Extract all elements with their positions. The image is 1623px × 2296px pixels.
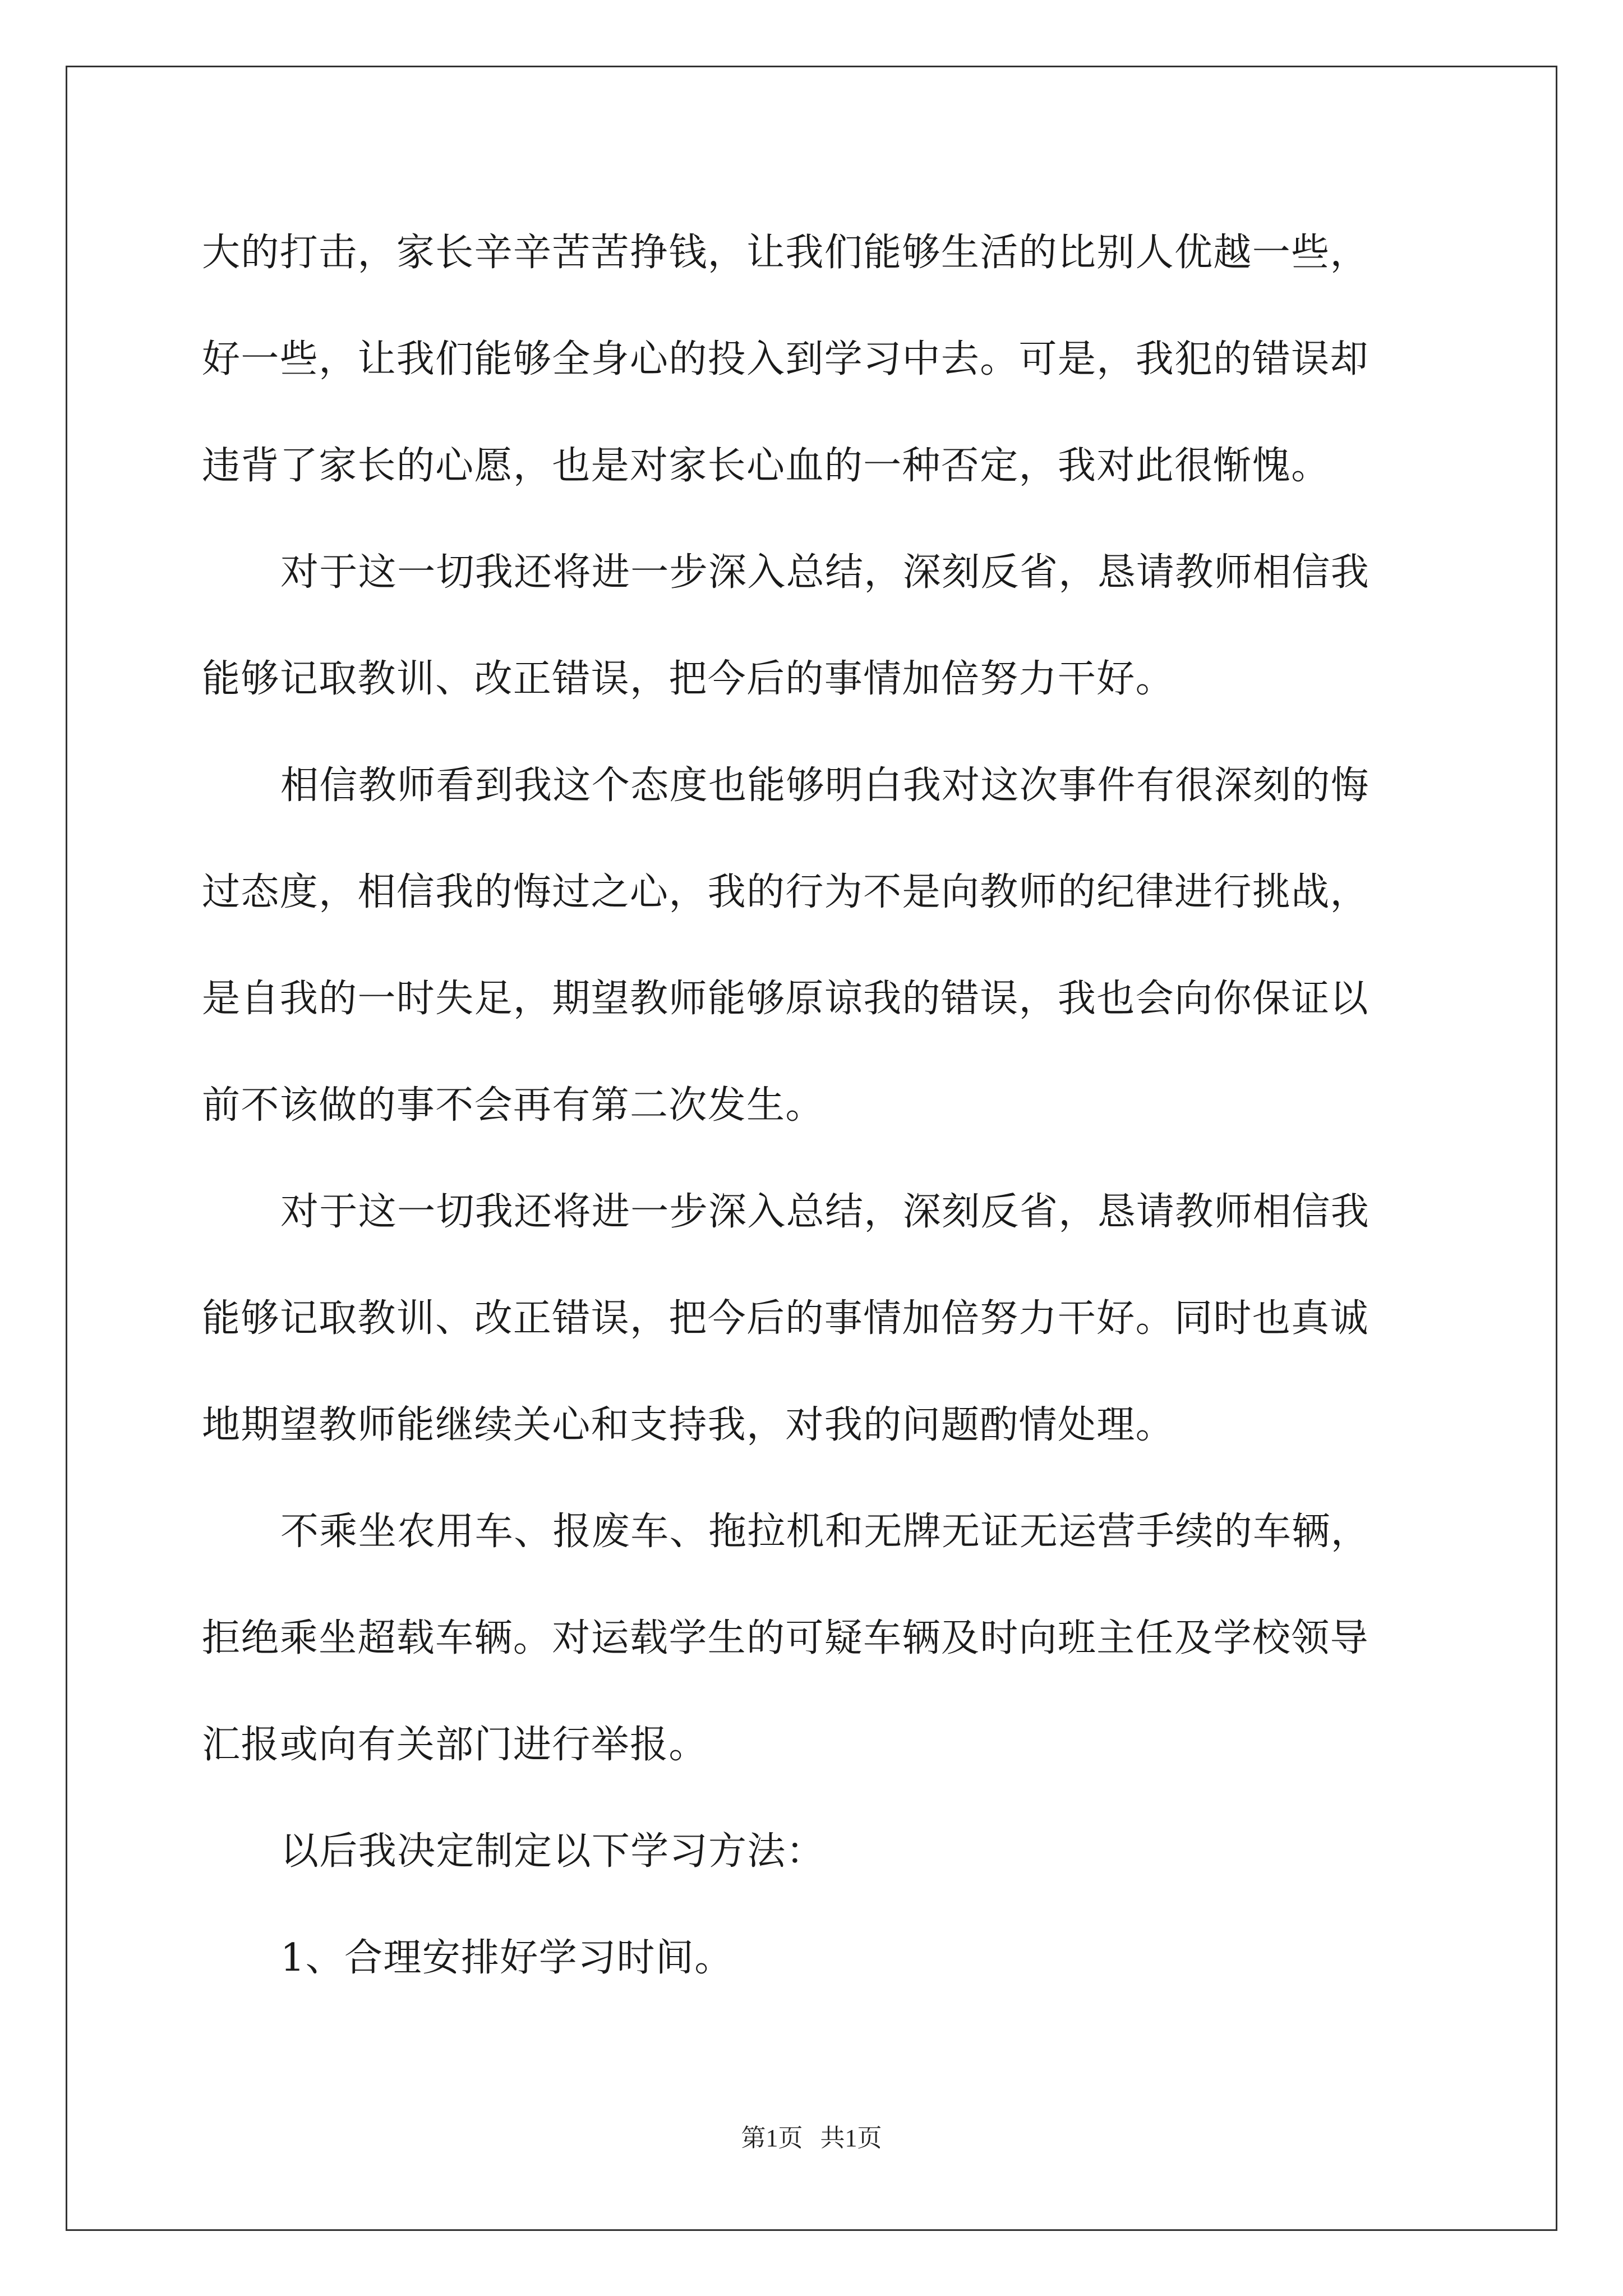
text-line: 不乘坐农用车、报废车、拖拉机和无牌无证无运营手续的车辆，: [280, 1510, 1370, 1554]
text-line: 拒绝乘坐超载车辆。对运载学生的可疑车辆及时向班主任及学校领导: [202, 1616, 1369, 1660]
page-footer: [0, 2118, 1623, 2154]
document-body: [202, 200, 1436, 2012]
text-line: 汇报或向有关部门进行举报。: [202, 1723, 708, 1767]
page-number-current: 第1页: [741, 2124, 803, 2152]
text-line: 前不该做的事不会再有第二次发生。: [202, 1083, 824, 1128]
text-line: 违背了家长的心愿，也是对家长心血的一种否定，我对此很惭愧。: [202, 444, 1330, 488]
text-line: 对于这一切我还将进一步深入总结，深刻反省，恳请教师相信我: [280, 550, 1370, 595]
text-line: 对于这一切我还将进一步深入总结，深刻反省，恳请教师相信我: [280, 1190, 1370, 1234]
page-number-total: 共1页: [820, 2124, 882, 2152]
text-line: 能够记取教训、改正错误，把今后的事情加倍努力干好。: [202, 657, 1175, 701]
text-line: 能够记取教训、改正错误，把今后的事情加倍努力干好。同时也真诚: [202, 1296, 1369, 1341]
text-line: 大的打击，家长辛辛苦苦挣钱，让我们能够生活的比别人优越一些，: [202, 231, 1369, 275]
text-line: 以后我决定制定以下学习方法：: [280, 1829, 826, 1874]
text-line: 是自我的一时失足，期望教师能够原谅我的错误，我也会向你保证以: [202, 977, 1369, 1021]
text-line: 1、合理安排好学习时间。: [280, 1936, 734, 1980]
text-line: 好一些，让我们能够全身心的投入到学习中去。可是，我犯的错误却: [202, 337, 1369, 381]
text-line: 过态度，相信我的悔过之心，我的行为不是向教师的纪律进行挑战，: [202, 870, 1369, 914]
text-line: 相信教师看到我这个态度也能够明白我对这次事件有很深刻的悔: [280, 763, 1370, 808]
text-line: 地期望教师能继续关心和支持我，对我的问题酌情处理。: [202, 1403, 1175, 1447]
